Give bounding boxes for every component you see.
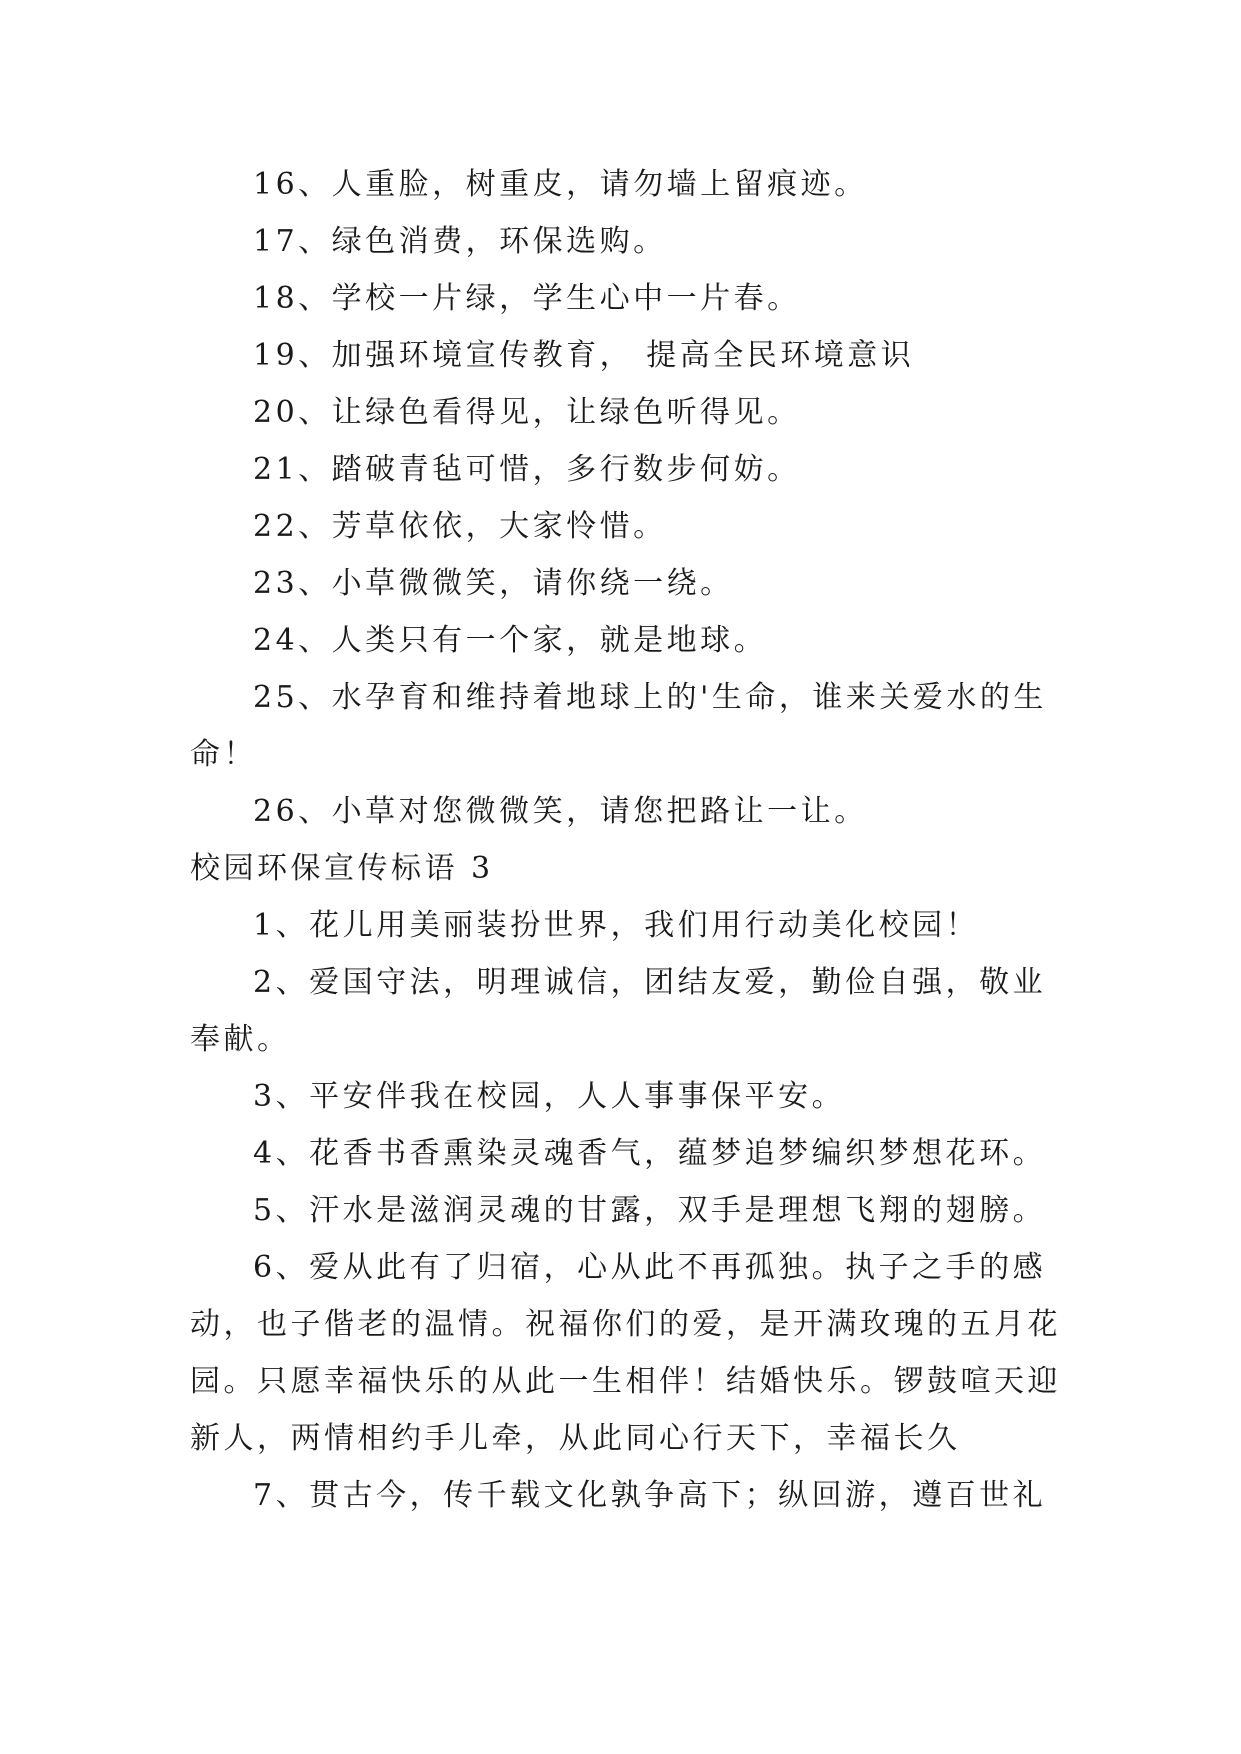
slogan-26: 26、小草对您微微笑，请您把路让一让。	[253, 794, 868, 829]
campus-slogan-6-continued-2: 园。只愿幸福快乐的从此一生相伴！结婚快乐。锣鼓喧天迎	[190, 1364, 1061, 1399]
campus-slogan-2: 2、爱国守法，明理诚信，团结友爱，勤俭自强，敬业	[253, 965, 1047, 1000]
campus-slogan-6: 6、爱从此有了归宿，心从此不再孤独。执子之手的感	[253, 1250, 1047, 1285]
campus-slogan-5: 5、汗水是滋润灵魂的甘露，双手是理想飞翔的翅膀。	[253, 1193, 1047, 1228]
slogan-25-continued: 命！	[190, 737, 257, 772]
slogan-24: 24、人类只有一个家，就是地球。	[253, 623, 768, 658]
slogan-25: 25、水孕育和维持着地球上的'生命，谁来关爱水的生	[253, 680, 1047, 715]
slogan-23: 23、小草微微笑，请你绕一绕。	[253, 566, 734, 601]
slogan-18: 18、学校一片绿，学生心中一片春。	[253, 281, 801, 316]
campus-slogan-6-continued-1: 动，也子偕老的温情。祝福你们的爱，是开满玫瑰的五月花	[190, 1307, 1061, 1342]
slogan-20: 20、让绿色看得见，让绿色听得见。	[253, 395, 801, 430]
campus-slogan-6-continued-3: 新人，两情相约手儿牵，从此同心行天下，幸福长久	[190, 1421, 961, 1456]
slogan-21: 21、踏破青毡可惜，多行数步何妨。	[253, 452, 801, 487]
campus-slogan-3: 3、平安伴我在校园，人人事事保平安。	[253, 1079, 846, 1114]
slogan-22: 22、芳草依依，大家怜惜。	[253, 509, 667, 544]
campus-slogan-7: 7、贯古今，传千载文化孰争高下；纵回游，遵百世礼	[253, 1478, 1047, 1513]
campus-slogan-2-continued: 奉献。	[190, 1022, 291, 1057]
slogan-17: 17、绿色消费，环保选购。	[253, 224, 667, 259]
campus-slogan-1: 1、花儿用美丽装扮世界，我们用行动美化校园！	[253, 908, 980, 943]
slogan-16: 16、人重脸，树重皮，请勿墙上留痕迹。	[253, 167, 868, 202]
slogan-19: 19、加强环境宣传教育， 提高全民环境意识	[253, 338, 915, 373]
section-heading: 校园环保宣传标语 3	[190, 851, 494, 886]
campus-slogan-4: 4、花香书香熏染灵魂香气，蕴梦追梦编织梦想花环。	[253, 1136, 1047, 1171]
